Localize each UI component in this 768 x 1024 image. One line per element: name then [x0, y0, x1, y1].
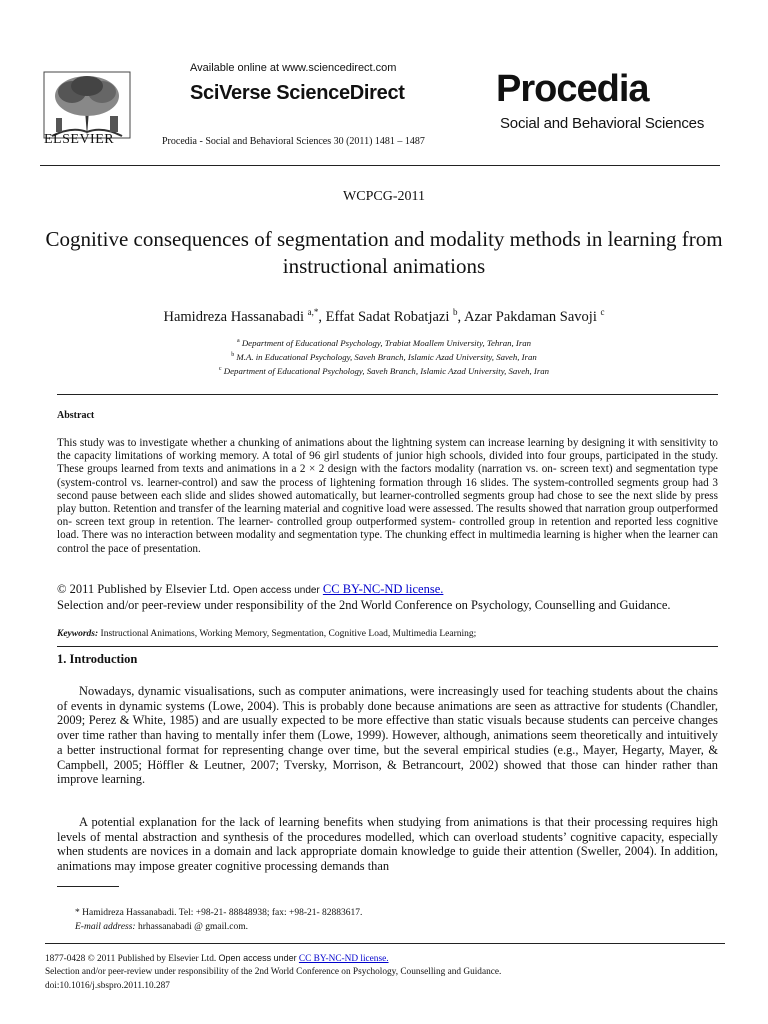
- footer-divider: [45, 943, 725, 944]
- author-sup: b: [453, 307, 458, 317]
- email-address[interactable]: hrhassanabadi @ gmail.com.: [137, 922, 249, 932]
- procedia-logo: Procedia: [496, 68, 649, 110]
- author-name: Effat Sadat Robatjazi: [325, 308, 450, 325]
- footnote-contact: * Hamidreza Hassanabadi. Tel: +98-21- 88848938; fax: +98-21- 82883617.: [75, 908, 363, 918]
- affiliation-a: $^a$ Department of Educational Psychology, Trabiat Moallem University, Tehran, Iran: [236, 338, 532, 348]
- copyright-block: [57, 582, 718, 613]
- section-heading: 1. Introduction: [57, 652, 138, 666]
- footer-peer-review: Selection and/or peer-review under responsibility of the 2nd World Conference on Psychology, Counselling and Guidance.: [45, 967, 502, 977]
- peer-review-text: Selection and/or peer-review under responsibility of the 2nd World Conference on Psychology, Counselling and Guidance.: [57, 598, 671, 612]
- affiliation-c: $^c$ Department of Educational Psychology, Saveh Branch, Islamic Azad University, Saveh, Iran: [218, 366, 550, 376]
- email-label: E-mail address:: [75, 922, 136, 932]
- open-access-text: Open access under: [233, 585, 320, 596]
- author-list: Hamidreza Hassanabadi $^{a,*}$, Effat Sadat Robatjazi $^b$, Azar Pakdaman Savoji $^c$: [163, 307, 605, 325]
- copyright-line: © 2011 Published by Elsevier Ltd.: [57, 582, 230, 596]
- keywords-list: Instructional Animations, Working Memory, Segmentation, Cognitive Load, Multimedia Learning;: [100, 629, 477, 639]
- author-name: Azar Pakdaman Savoji: [463, 308, 597, 325]
- footnote-divider: [57, 886, 119, 887]
- footer-license-link[interactable]: CC BY-NC-ND license.: [298, 954, 389, 964]
- footnote-email: [75, 922, 248, 932]
- available-online-text: Available online at www.sciencedirect.com: [190, 62, 397, 74]
- publisher-name: ELSEVIER: [44, 132, 115, 147]
- intro-paragraph-1: Nowadays, dynamic visualisations, such as computer animations, were increasingly used for teaching students about the chains of events in dynamic systems (Lowe, 2004). This is probably done because animations are seen as attractive for students (Chandler, 2009; Perez & White, 1985) and are usually expected to be more effective than static visuals because students can perceive changes over time rather than having to mentally infer them (Lowe, 1999). However, although, animations seem theoretically and intuitively a better instructional format for representing change over time, but the several empirical studies (e.g., Mayer, Hegarty, Mayer, & Campbell, 2005; Höffler & Leutner, 2007; Tversky, Morrison, & Betrancourt, 2002) showed that those can hinder rather than improve learning.: [57, 684, 718, 787]
- procedia-subtitle: Social and Behavioral Sciences: [500, 115, 705, 132]
- article-title: Cognitive consequences of segmentation and modality methods in learning from instructional animations: [45, 227, 723, 278]
- license-link[interactable]: CC BY-NC-ND license.: [322, 582, 444, 596]
- conference-name: WCPCG-2011: [343, 189, 425, 204]
- abstract-bottom-divider: [57, 646, 718, 647]
- footer-copyright: 1877-0428 © 2011 Published by Elsevier Ltd. Open access under CC BY-NC-ND license.: [45, 953, 389, 964]
- keywords-label: Keywords:: [57, 629, 99, 639]
- keywords-line: [57, 629, 718, 639]
- footer-doi[interactable]: doi:10.1016/j.sbspro.2011.10.287: [45, 981, 170, 991]
- author-sup: c: [600, 307, 605, 317]
- abstract-heading: Abstract: [57, 410, 95, 421]
- journal-reference: Procedia - Social and Behavioral Sciences 30 (2011) 1481 – 1487: [162, 136, 425, 147]
- intro-paragraph-2: A potential explanation for the lack of learning benefits when studying from animations is that their processing requires high levels of mental abstraction and synthesis of the procedures modelled, which can overload students’ cognitive capacity, especially when students are novices in a domain and lack appropriate domain knowledge to guide their attention (Sweller, 2004). In addition, animations may impose greater cognitive processing demands than: [57, 815, 718, 874]
- abstract-text: This study was to investigate whether a chunking of animations about the lightning system can increase learning by designing it with sensitivity to the capacity limitations of working memory. A total of 96 girl students of junior high schools, divided into four groups, participated in the study. These groups learned from texts and animations in a 2 × 2 design with the factors modality (narration vs. on- screen text) and segmentation type (system-control vs. learner-control) and saw the process of lightening formation through 16 slides. The system-controlled segments group had 3 second pause between each slide and slides showed automatically, but learner-controlled segments group had chose to see the next slide by press play button. Retention and transfer of the learning material and cognitive load were assessed. The results showed that narration group outperformed on- screen text group in retention. The learner- controlled group outperformed system- controlled group in retention and reported less cognitive load. There was no interaction between modality and segmentation type. The chunking effect in multimedia learning is higher when the learner can control the pace of presentation.: [57, 437, 718, 555]
- header-divider: [40, 165, 720, 166]
- sciverse-logo-text: SciVerse ScienceDirect: [190, 82, 405, 104]
- abstract-top-divider: [57, 394, 718, 395]
- author-name: Hamidreza Hassanabadi: [163, 308, 305, 325]
- author-sup: a,*: [307, 307, 319, 317]
- affiliation-b: $^b$ M.A. in Educational Psychology, Saveh Branch, Islamic Azad University, Saveh, Iran: [231, 352, 537, 362]
